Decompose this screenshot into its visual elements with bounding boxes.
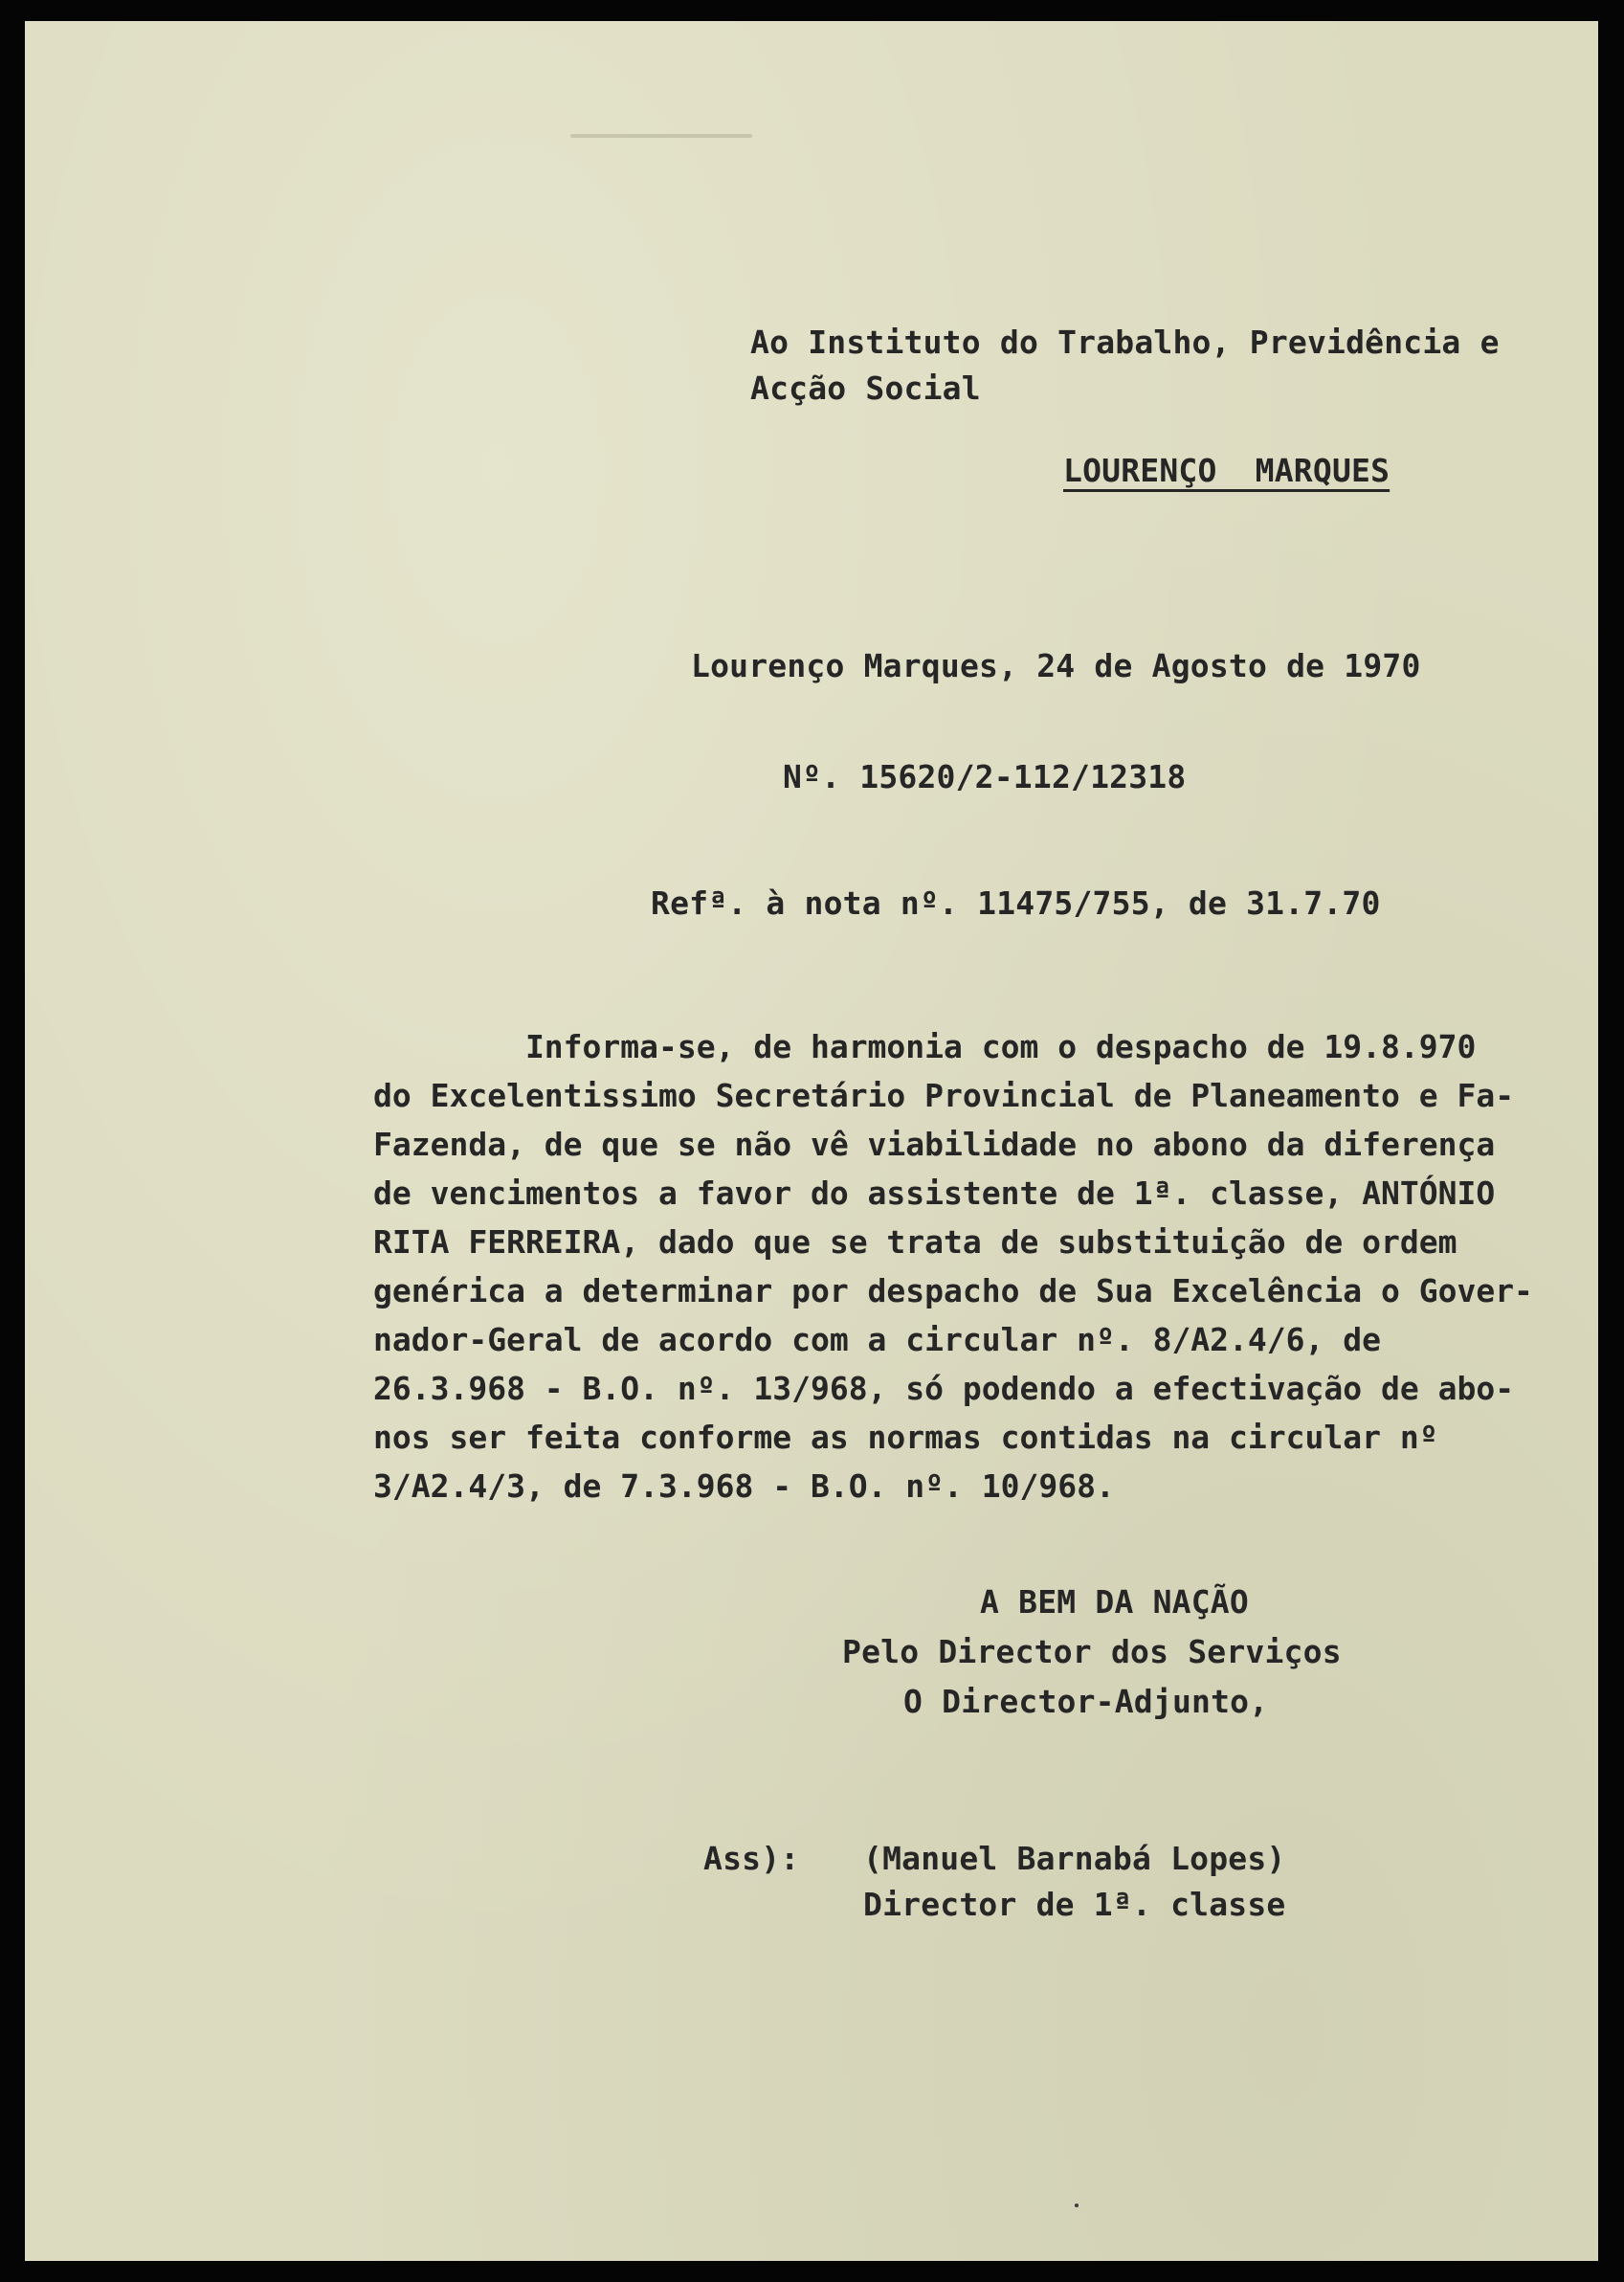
body-line: genérica a determinar por despacho de Sua Excelência o Gover-	[373, 1272, 1533, 1309]
reference-number: Nº. 15620/2-112/12318	[783, 758, 1187, 795]
body-line: nador-Geral de acordo com a circular nº. 8/A2.4/6, de	[373, 1321, 1381, 1358]
letter-body	[373, 1022, 1533, 1510]
paper-speck	[1075, 2204, 1079, 2207]
body-line: do Excelentissimo Secretário Provincial de Planeamento e Fa-	[373, 1077, 1515, 1114]
signature-label: Ass):	[703, 1840, 800, 1877]
date-line: Lourenço Marques, 24 de Agosto de 1970	[691, 647, 1421, 684]
document-page	[25, 21, 1598, 2261]
body-line: Fazenda, de que se não vê viabilidade no abono da diferença	[373, 1126, 1496, 1163]
faint-mark	[570, 134, 752, 138]
body-line: RITA FERREIRA, dado que se trata de substituição de ordem	[373, 1223, 1457, 1261]
addressee-line-2: Acção Social	[750, 369, 981, 407]
addressee-line-1: Ao Instituto do Trabalho, Previdência e	[750, 324, 1500, 361]
signatory-name: (Manuel Barnabá Lopes)	[863, 1840, 1286, 1877]
closing-salutation: A BEM DA NAÇÃO	[980, 1583, 1249, 1621]
closing-on-behalf: Pelo Director dos Serviços	[842, 1633, 1342, 1670]
reference-note: Refª. à nota nº. 11475/755, de 31.7.70	[651, 884, 1381, 922]
body-line: Informa-se, de harmonia com o despacho de 19.8.970	[373, 1028, 1477, 1065]
signatory-title: Director de 1ª. classe	[863, 1886, 1286, 1923]
closing-signatory-role: O Director-Adjunto,	[903, 1683, 1269, 1720]
body-line: de vencimentos a favor do assistente de 1ª. classe, ANTÓNIO	[373, 1175, 1496, 1212]
body-line: 26.3.968 - B.O. nº. 13/968, só podendo a efectivação de abo-	[373, 1370, 1515, 1407]
body-line: 3/A2.4/3, de 7.3.968 - B.O. nº. 10/968.	[373, 1467, 1115, 1505]
addressee-city: LOURENÇO MARQUES	[1063, 452, 1390, 489]
body-line: nos ser feita conforme as normas contidas na circular nº	[373, 1419, 1438, 1456]
